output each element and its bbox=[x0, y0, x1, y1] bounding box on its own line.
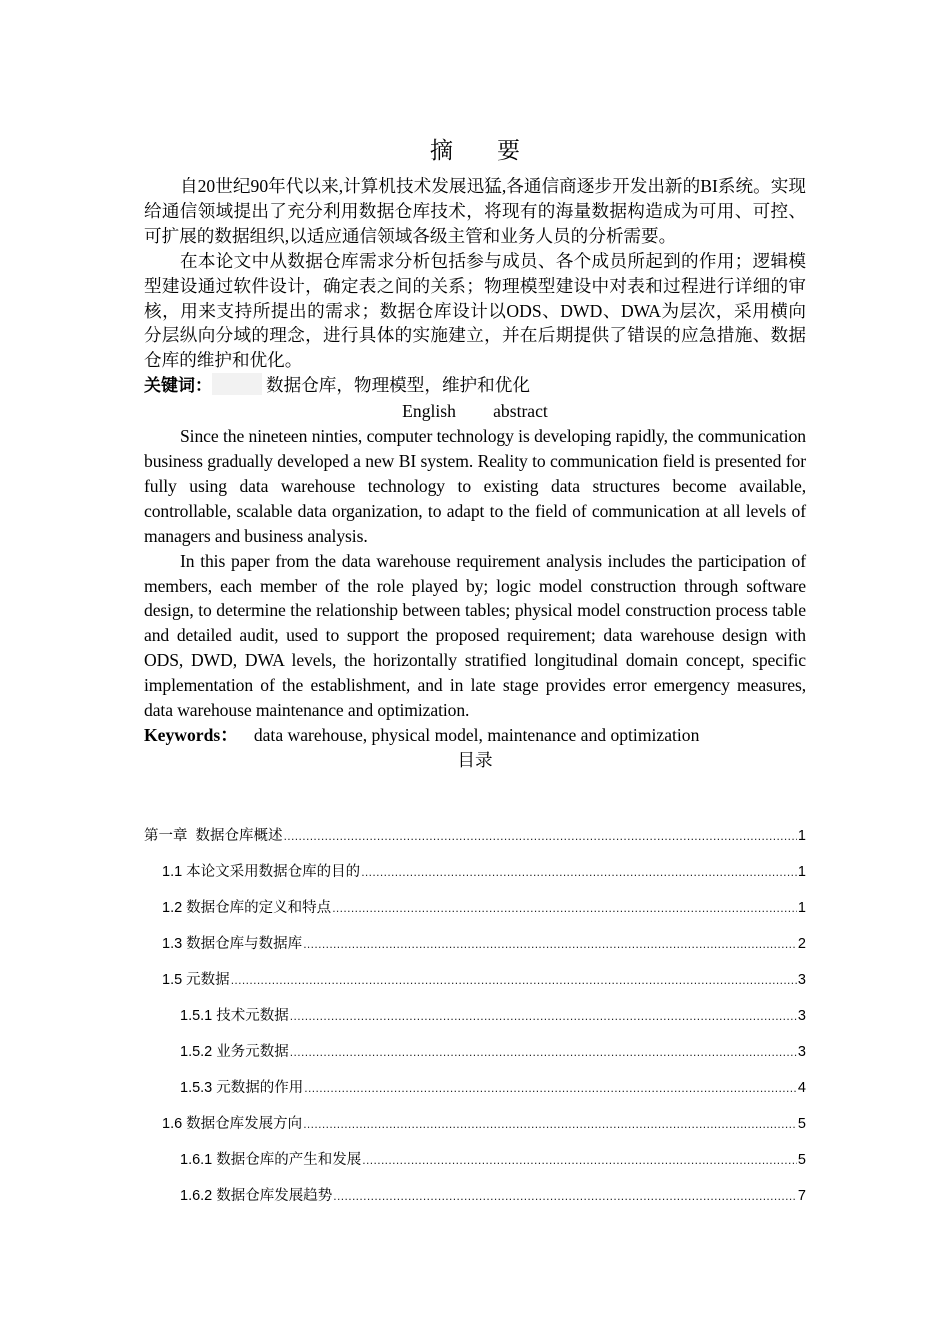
keywords-label-cn: 关键词： bbox=[144, 376, 212, 397]
toc-entry-page: 4 bbox=[797, 1080, 806, 1096]
toc-entry-title: 1.3 数据仓库与数据库 bbox=[162, 936, 303, 952]
abstract-cn-paragraph-1: 自20世纪90年代以来,计算机技术发展迅猛,各通信商逐步开发出新的BI系统。实现给通信领域提出了充分利用数据仓库技术，将现有的海量数据构造成为可用、可控、可扩展的数据组织,以适应通信领域各级主管和业务人员的分析需要。 bbox=[144, 176, 806, 246]
toc-leader-dots bbox=[284, 826, 797, 846]
toc-leader-dots bbox=[290, 1006, 797, 1026]
toc-entry[interactable] bbox=[144, 1110, 806, 1134]
toc-leader-dots bbox=[333, 1186, 797, 1206]
toc-leader-dots bbox=[303, 934, 797, 954]
toc-leader-dots bbox=[231, 970, 797, 990]
toc-entry-page: 3 bbox=[797, 1044, 806, 1060]
toc-leader-dots bbox=[303, 1114, 797, 1134]
abstract-en-heading-text: English abstract bbox=[402, 401, 548, 422]
toc-entry[interactable] bbox=[144, 1002, 806, 1026]
toc-entry-page: 7 bbox=[797, 1188, 806, 1204]
toc-entry-page: 2 bbox=[797, 936, 806, 952]
abstract-en-paragraph-2: In this paper from the data warehouse requirement analysis includes the participation of members, each member of the role played by; logic model construction through software design, to determine the relationship between tables; physical model construction process table and detailed audit, used to support the proposed requirement; data warehouse design with ODS, DWD, DWA levels, the horizontally stratified longitudinal domain concept, specific implementation of the establishment, and in late stage provides error emergency measures, data warehouse maintenance and optimization. bbox=[144, 550, 806, 721]
toc-entry-page: 3 bbox=[797, 972, 806, 988]
toc-leader-dots bbox=[290, 1042, 797, 1062]
toc-leader-dots bbox=[362, 1150, 797, 1170]
toc-entry[interactable] bbox=[144, 894, 806, 918]
toc-entry-page: 5 bbox=[797, 1116, 806, 1132]
abstract-en-keywords-line bbox=[144, 723, 806, 748]
toc-entry[interactable] bbox=[144, 822, 806, 846]
toc-heading: 目录 bbox=[457, 749, 493, 770]
toc-entry[interactable] bbox=[144, 1146, 806, 1170]
toc-leader-dots bbox=[361, 862, 797, 882]
toc-entry[interactable] bbox=[144, 1038, 806, 1062]
toc-entry-page: 1 bbox=[797, 828, 806, 844]
keywords-label-en: Keywords： bbox=[144, 724, 238, 745]
toc-entry-title: 第一章 数据仓库概述 bbox=[144, 828, 283, 844]
toc-entry-page: 5 bbox=[797, 1152, 806, 1168]
toc-entry-title: 1.6 数据仓库发展方向 bbox=[162, 1116, 303, 1132]
keywords-en: data warehouse, physical model, maintenance and optimization bbox=[253, 724, 700, 745]
toc-entry-title: 1.5 元数据 bbox=[162, 972, 230, 988]
abstract-title-char-2: 要 bbox=[497, 138, 520, 163]
toc-entry[interactable] bbox=[144, 966, 806, 990]
abstract-en-paragraph-1: Since the nineteen ninties, computer technology is developing rapidly, the communication business gradually developed a new BI system. Reality to communication field is presented for fully using data warehouse technology to existing data structures become available, controllable, scalable data organization, to adapt to the field of communication at all levels of managers and business analysis. bbox=[144, 426, 806, 546]
toc-entry-title: 1.5.3 元数据的作用 bbox=[180, 1080, 304, 1096]
toc-entry[interactable] bbox=[144, 858, 806, 882]
abstract-title bbox=[144, 136, 806, 166]
toc-entry-page: 1 bbox=[797, 864, 806, 880]
keywords-label-highlight bbox=[212, 373, 262, 395]
abstract-cn-section bbox=[144, 174, 806, 773]
abstract-cn-keywords-line bbox=[144, 373, 806, 399]
abstract-title-char-1: 摘 bbox=[430, 138, 453, 163]
toc-entry-title: 1.2 数据仓库的定义和特点 bbox=[162, 900, 332, 916]
toc-entry-page: 1 bbox=[797, 900, 806, 916]
toc-entry[interactable] bbox=[144, 1182, 806, 1206]
abstract-cn-paragraph-2: 在本论文中从数据仓库需求分析包括参与成员、各个成员所起到的作用；逻辑模型建设通过软件设计，确定表之间的关系；物理模型建设中对表和过程进行详细的审核，用来支持所提出的需求；数据仓库设计以ODS、DWD、DWA为层次，采用横向分层纵向分域的理念，进行具体的实施建立，并在后期提供了错误的应急措施、数据仓库的维护和优化。 bbox=[144, 250, 806, 371]
toc-entry[interactable] bbox=[144, 930, 806, 954]
toc-entry-title: 1.6.1 数据仓库的产生和发展 bbox=[180, 1152, 362, 1168]
toc-entry-title: 1.1 本论文采用数据仓库的目的 bbox=[162, 864, 361, 880]
abstract-en-heading bbox=[144, 399, 806, 424]
toc-entry-title: 1.5.1 技术元数据 bbox=[180, 1008, 289, 1024]
toc-leader-dots bbox=[304, 1078, 797, 1098]
toc-entry-page: 3 bbox=[797, 1008, 806, 1024]
toc-entry[interactable] bbox=[144, 1074, 806, 1098]
keywords-cn: 数据仓库，物理模型，维护和优化 bbox=[266, 375, 530, 396]
toc-entry-title: 1.5.2 业务元数据 bbox=[180, 1044, 289, 1060]
toc-leader-dots bbox=[332, 898, 797, 918]
toc-entry-title: 1.6.2 数据仓库发展趋势 bbox=[180, 1188, 333, 1204]
